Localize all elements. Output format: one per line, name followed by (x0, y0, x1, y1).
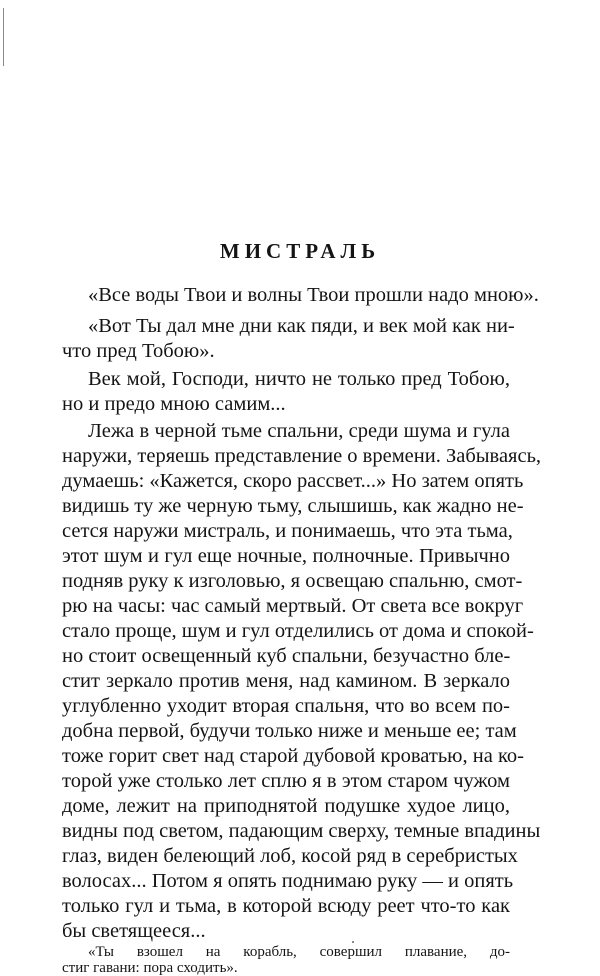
text-line: думаешь: «Кажется, скоро рассвет...» Но затем опять (62, 470, 524, 492)
scan-speck (352, 941, 354, 943)
text-line: доме, лежит на приподнятой подушке худое лицо, (62, 795, 510, 817)
text-line: сется наружи мистраль, и понимаешь, что эта тьма, (62, 520, 513, 542)
text-line: но и предо мною самим... (62, 393, 286, 415)
text-line: этот шум и гул еще ночные, полночные. Привычно (62, 545, 510, 567)
scan-edge-mark (3, 8, 4, 66)
text-line: видны под светом, падающим сверху, темные впадины (62, 820, 541, 842)
text-line: стит зеркало против меня, над камином. В зеркало (62, 670, 510, 692)
text-line: углубленно уходит вторая спальня, что во всем по- (62, 695, 510, 717)
text-line: бы светящееся... (62, 920, 206, 942)
chapter-title: МИСТРАЛЬ (219, 239, 381, 263)
text-line: волосах... Потом я опять поднимаю руку — и опять (62, 870, 514, 892)
epigraph-line: что пред Тобою». (62, 340, 215, 362)
text-line: стало проще, шум и гул отделились от дома и спокой- (62, 620, 534, 642)
text-line: тоже горит свет над старой дубовой кроватью, на ко- (62, 745, 524, 767)
epigraph-line: «Все воды Твои и волны Твои прошли надо мною». (88, 284, 539, 306)
text-line: рю на часы: час самый мертвый. От света все вокруг (62, 595, 524, 617)
text-line: только гул и тьма, в которой всюду реет что-то как (62, 895, 510, 917)
text-line: подняв руку к изголовью, я освещаю спальню, смот- (62, 570, 523, 592)
closing-quote-line: стиг гавани: пора сходить». (62, 960, 238, 976)
text-line: Лежа в черной тьме спальни, среди шума и гула (88, 420, 510, 442)
text-line: торой уже столько лет сплю я в этом старом чужом (62, 770, 510, 792)
closing-quote-line: «Ты взошел на корабль, совершил плавание, до- (88, 944, 510, 960)
text-line: видишь ту же черную тьму, слышишь, как жадно не- (62, 495, 524, 517)
text-line: добна первой, будучи только ниже и меньше ее; там (62, 720, 517, 742)
text-line: глаз, виден белеющий лоб, косой ряд в серебристых (62, 845, 518, 867)
text-line: наружи, теряешь представление о времени. Забываясь, (62, 445, 542, 467)
epigraph-line: «Вот Ты дал мне дни как пяди, и век мой как ни- (88, 315, 515, 337)
text-line: но стоит освещенный куб спальни, безучастно бле- (62, 645, 511, 667)
text-line: Век мой, Господи, ничто не только пред Тобою, (88, 368, 510, 390)
